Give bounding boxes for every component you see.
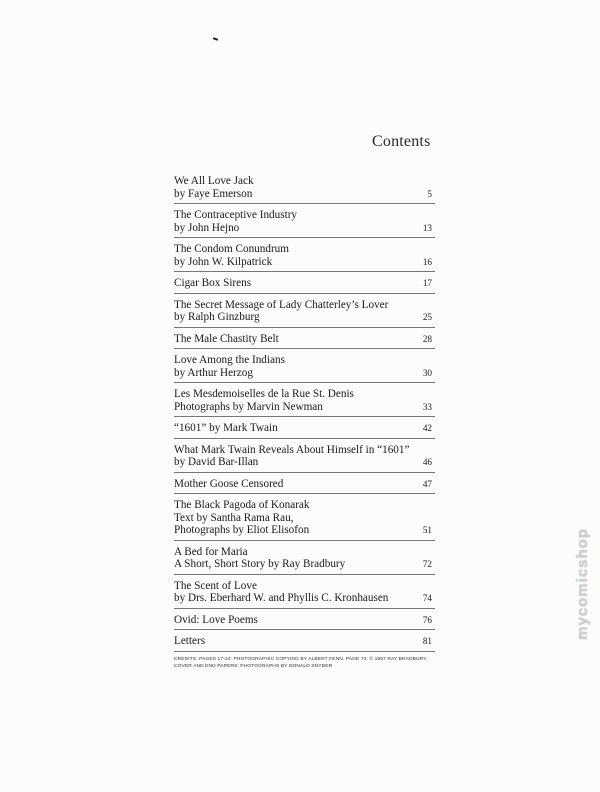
- toc-entry-text: [174, 580, 388, 605]
- toc-entry-title: Letters: [174, 635, 206, 647]
- credits-line-1: CREDITS: PAGES 17-24: PHOTOGRAPHIC COPYING BY ALBERT FENN. PAGE 73: © 1957 RAY BRADBURY.: [174, 656, 428, 662]
- toc-entry-title: The Scent of Love: [174, 579, 257, 592]
- toc-entry-text: [174, 635, 205, 648]
- toc-entry-subtitle: by David Bar-Illan: [174, 456, 259, 468]
- toc-entry: [174, 613, 435, 631]
- toc-entry: [174, 242, 435, 272]
- toc-entry: [174, 421, 435, 439]
- toc-entry-subtitle: by John Hejno: [174, 221, 240, 234]
- toc-entry-title: “1601” by Mark Twain: [174, 422, 278, 434]
- toc-entry-title: We All Love Jack: [174, 175, 254, 187]
- toc-page-number: 25: [422, 312, 432, 322]
- toc-entry-subtitle: A Short, Short Story by Ray Bradbury: [174, 558, 346, 570]
- toc-entry-text: [174, 614, 258, 627]
- toc-page-number: 72: [422, 559, 432, 569]
- toc-entry-title: Cigar Box Sirens: [174, 277, 252, 289]
- toc-entry: [174, 498, 435, 541]
- toc-page-number: 30: [422, 367, 432, 378]
- toc-entry: [174, 353, 435, 383]
- toc-page-number: 5: [427, 188, 432, 199]
- toc-entry-text: [174, 243, 289, 268]
- page-title: Contents: [372, 133, 431, 150]
- page-speck: [213, 37, 218, 41]
- toc-entry-title: Les Mesdemoiselles de la Rue St. Denis: [174, 388, 354, 400]
- toc-entry: [174, 579, 435, 609]
- toc-entry-text: [174, 299, 388, 324]
- table-of-contents: [174, 174, 435, 670]
- toc-page-number: 76: [422, 614, 432, 625]
- toc-entry: [174, 298, 435, 328]
- toc-entry-subtitle: by John W. Kilpatrick: [174, 255, 273, 268]
- toc-entry: [174, 276, 435, 294]
- toc-entry-title: The Black Pagoda of Konarak: [174, 499, 310, 511]
- toc-entry-text: [174, 499, 309, 537]
- toc-entry: [174, 477, 435, 495]
- toc-entry-text: [174, 175, 254, 200]
- toc-entry-subtitle: by Ralph Ginzburg: [174, 311, 260, 323]
- toc-entry: [174, 174, 435, 204]
- toc-entry-title: The Contraceptive Industry: [174, 209, 298, 221]
- toc-page-number: 17: [422, 278, 432, 288]
- toc-entry-subtitle: Photographs by Marvin Newman: [174, 400, 323, 413]
- toc-entry: [174, 332, 435, 350]
- toc-entry: [174, 634, 435, 652]
- toc-entry-text: [174, 333, 279, 346]
- toc-entry-title: Mother Goose Censored: [174, 477, 284, 490]
- toc-entry-text: [174, 478, 283, 491]
- toc-entry-text: [174, 354, 285, 379]
- toc-page-number: 47: [422, 478, 432, 489]
- toc-entry-title: Ovid: Love Poems: [174, 613, 258, 626]
- toc-entry-text: [174, 209, 297, 234]
- toc-page-number: 81: [422, 636, 432, 646]
- toc-page-number: 51: [422, 525, 432, 535]
- credits: [174, 656, 435, 670]
- watermark: mycomicshop: [574, 528, 591, 640]
- toc-entry-text: [174, 388, 354, 413]
- toc-page-number: 74: [422, 593, 432, 603]
- toc-entries: [174, 174, 435, 652]
- toc-entry-title: The Condom Conundrum: [174, 243, 289, 255]
- toc-entry-title: The Male Chastity Belt: [174, 332, 279, 345]
- toc-page-number: 42: [422, 423, 432, 433]
- toc-entry: [174, 208, 435, 238]
- toc-entry-subtitle: by Drs. Eberhard W. and Phyllis C. Kronhausen: [174, 592, 389, 604]
- toc-entry-subtitle: by Faye Emerson: [174, 187, 253, 200]
- toc-entry-text: [174, 444, 409, 469]
- toc-entry-text: [174, 422, 278, 435]
- toc-page-number: 46: [422, 457, 432, 467]
- toc-page-number: 33: [422, 401, 432, 412]
- toc-page-number: 16: [422, 256, 432, 267]
- toc-entry-text: [174, 277, 251, 290]
- toc-entry-subtitle: by Arthur Herzog: [174, 366, 253, 379]
- toc-entry: [174, 387, 435, 417]
- credits-line-2: COVER AND END PAPERS: PHOTOGRAPHS BY DONALD SNYDER: [174, 663, 333, 669]
- toc-entry: [174, 545, 435, 575]
- toc-entry: [174, 443, 435, 473]
- toc-entry-title: A Bed for Maria: [174, 545, 248, 558]
- toc-page-number: 13: [422, 222, 432, 233]
- toc-entry-text: [174, 546, 345, 571]
- toc-entry-title: Love Among the Indians: [174, 354, 285, 366]
- toc-entry-subtitle: Text by Santha Rama Rau,: [174, 511, 294, 524]
- toc-entry-subtitle: Photographs by Eliot Elisofon: [174, 524, 310, 536]
- toc-page-number: 28: [422, 333, 432, 344]
- toc-entry-title: What Mark Twain Reveals About Himself in “1601”: [174, 443, 410, 456]
- toc-entry-title: The Secret Message of Lady Chatterley’s Lover: [174, 298, 389, 311]
